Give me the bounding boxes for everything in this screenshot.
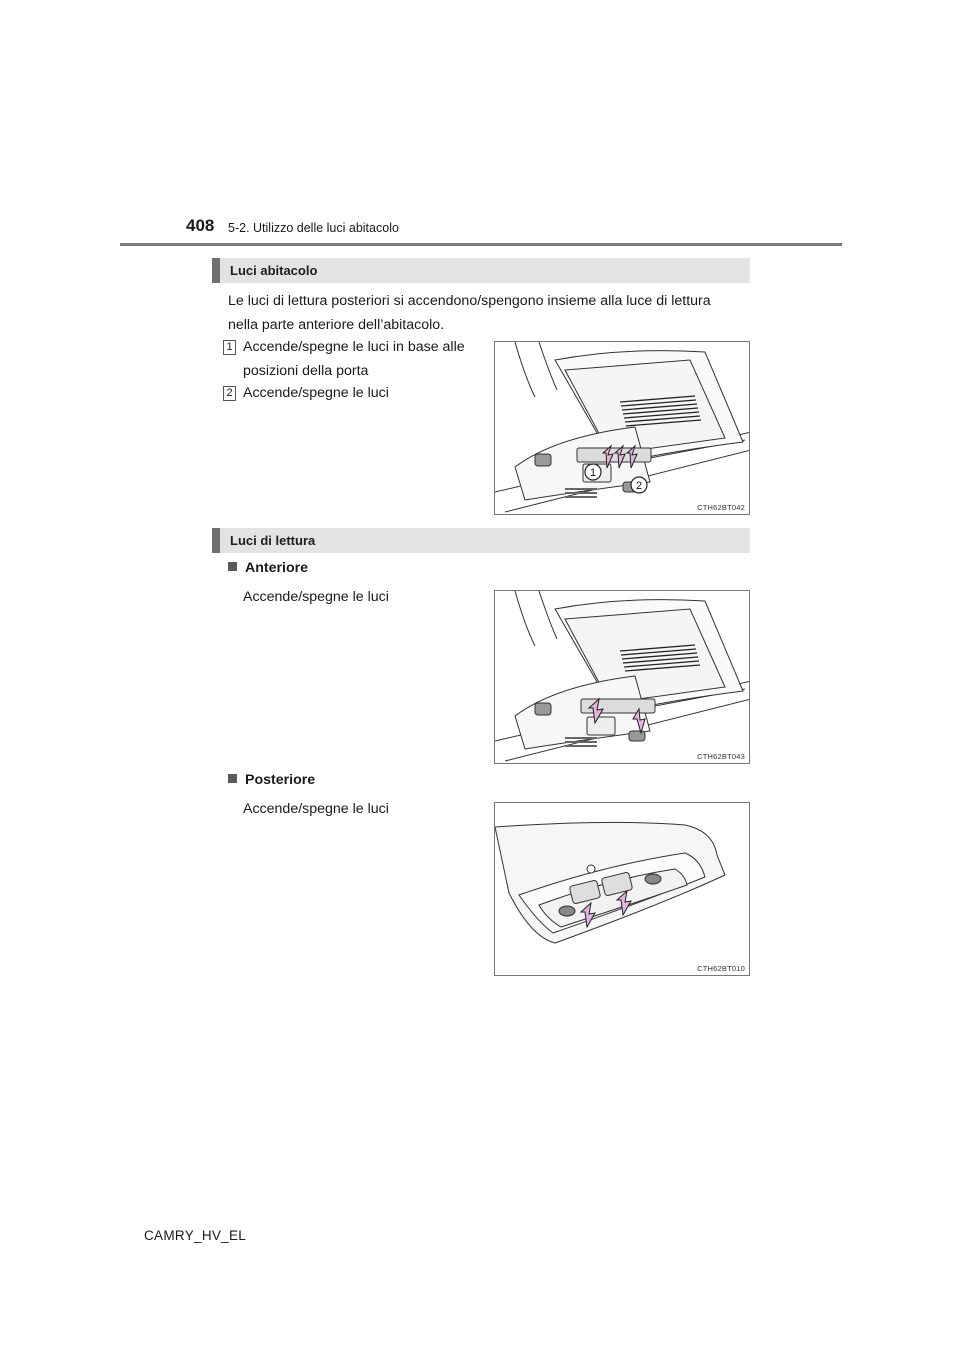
anteriore-text: Accende/spegne le luci bbox=[243, 589, 389, 605]
chapter-title: 5-2. Utilizzo delle luci abitacolo bbox=[228, 221, 399, 235]
section1-intro bbox=[228, 289, 711, 337]
callout-2: 2 bbox=[635, 480, 643, 492]
section1-intro-line2: nella parte anteriore dell’abitacolo. bbox=[228, 317, 445, 333]
item-1-line2: posizioni della porta bbox=[243, 363, 369, 379]
item-number-1: 1 bbox=[223, 340, 236, 355]
subheading-posteriore bbox=[228, 772, 315, 788]
figure-rear-reading-lights bbox=[494, 802, 750, 976]
posteriore-text: Accende/spegne le luci bbox=[243, 801, 389, 817]
rear-console-illustration bbox=[495, 803, 750, 976]
section-title-luci-di-lettura: Luci di lettura bbox=[212, 528, 750, 553]
section1-intro-line1: Le luci di lettura posteriori si accendono/spengono insieme alla luce di lettura bbox=[228, 293, 711, 309]
figure-code: CTH62BT010 bbox=[697, 964, 745, 973]
square-bullet-icon bbox=[228, 774, 237, 783]
figure-code: CTH62BT043 bbox=[697, 752, 745, 761]
item-number-2: 2 bbox=[223, 386, 236, 401]
subheading-anteriore bbox=[228, 560, 308, 576]
header-rule bbox=[120, 243, 842, 246]
section-title-luci-abitacolo: Luci abitacolo bbox=[212, 258, 750, 283]
console-illustration bbox=[495, 342, 750, 515]
front-console-illustration bbox=[495, 591, 750, 764]
figure-code: CTH62BT042 bbox=[697, 503, 745, 512]
item-1-line1: Accende/spegne le luci in base alle bbox=[243, 339, 465, 355]
item-1-text bbox=[243, 335, 465, 383]
callout-1: 1 bbox=[589, 467, 597, 479]
page-number: 408 bbox=[186, 216, 215, 235]
item-2-text: Accende/spegne le luci bbox=[243, 385, 389, 401]
figure-front-reading-lights bbox=[494, 590, 750, 764]
figure-interior-lights-console bbox=[494, 341, 750, 515]
footer-model: CAMRY_HV_EL bbox=[144, 1228, 247, 1243]
subheading-posteriore-label: Posteriore bbox=[245, 772, 316, 788]
square-bullet-icon bbox=[228, 562, 237, 571]
subheading-anteriore-label: Anteriore bbox=[245, 560, 309, 576]
